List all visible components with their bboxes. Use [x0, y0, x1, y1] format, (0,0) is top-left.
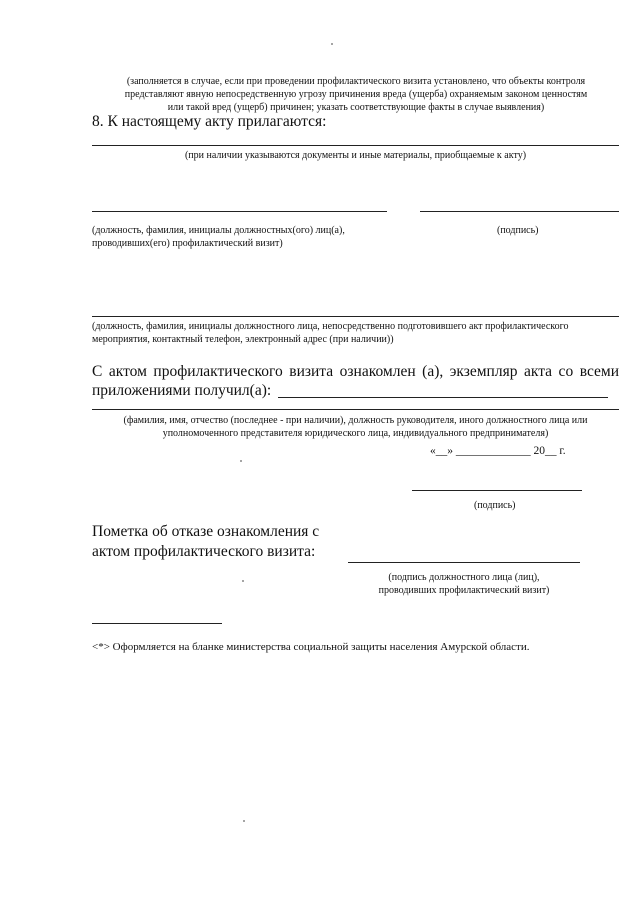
refusal-caption: [348, 571, 580, 597]
top-note-line-2: представляют явную непосредственную угрозу причинения вреда (ущерба) охраняемым законом ценностям: [124, 89, 588, 100]
officials-signature-line: [420, 211, 619, 212]
refusal-signature-line: [348, 562, 580, 563]
officials-caption: [92, 224, 392, 250]
attachments-caption: (при наличии указываются документы и иные материалы, приобщаемые к акту): [184, 150, 527, 161]
top-note-line-3: или такой вред (ущерб) причинен; указать соответствующие факты в случае выявления): [167, 102, 545, 113]
acquaint-name-line: [92, 409, 619, 410]
top-note-line-1: (заполняется в случае, если при проведении профилактического визита установлено, что объекты контроля: [126, 76, 586, 87]
preparer-caption: [92, 320, 632, 346]
section-8-heading: 8. К настоящему акту прилагаются:: [92, 113, 327, 130]
refusal-label: [92, 522, 319, 562]
refusal-line-2: актом профилактического визита:: [92, 543, 316, 560]
preparer-caption-line-2: мероприятия, контактный телефон, электронный адрес (при наличии)): [92, 334, 394, 345]
footnote-text: <*> Оформляется на бланке министерства социальной защиты населения Амурской области.: [92, 641, 530, 653]
officials-caption-line-1: (должность, фамилия, инициалы должностных(ого) лиц(а),: [92, 225, 345, 236]
acquaint-signature-caption: (подпись): [474, 500, 516, 511]
preparer-caption-line-1: (должность, фамилия, инициалы должностного лица, непосредственно подготовившего акт профилактического: [92, 321, 569, 332]
preparer-line: [92, 316, 619, 317]
attachments-line: [92, 145, 619, 146]
acquaint-line-1: С актом профилактического визита ознакомлен (а), экземпляр акта со всеми: [92, 363, 619, 380]
refusal-caption-line-2: проводивших профилактический визит): [378, 585, 550, 596]
acquaint-caption-line-2: уполномоченного представителя юридического лица, индивидуального предпринимателя): [162, 428, 549, 439]
scan-speck: [242, 580, 244, 582]
acquaint-caption-line-1: (фамилия, имя, отчество (последнее - при наличии), должность руководителя, иного должностного лица или: [123, 415, 588, 426]
refusal-caption-line-1: (подпись должностного лица (лиц),: [388, 572, 540, 583]
footnote-separator: [92, 623, 222, 624]
acquaint-caption: [92, 414, 619, 440]
acquaint-signature-line: [412, 490, 582, 491]
scan-speck: [331, 43, 333, 45]
officials-signature-caption: (подпись): [497, 225, 539, 236]
scan-speck: [240, 460, 242, 462]
officials-caption-line-2: проводивших(его) профилактический визит): [92, 238, 283, 249]
top-note: [92, 75, 620, 114]
scan-speck: [243, 820, 245, 822]
acquaint-fill-line: [278, 397, 608, 398]
refusal-line-1: Пометка об отказе ознакомления с: [92, 523, 320, 540]
officials-line: [92, 211, 387, 212]
acquaint-line-2: приложениями получил(а):: [92, 382, 272, 399]
acquaint-date: «__» _____________ 20__ г.: [430, 445, 566, 457]
